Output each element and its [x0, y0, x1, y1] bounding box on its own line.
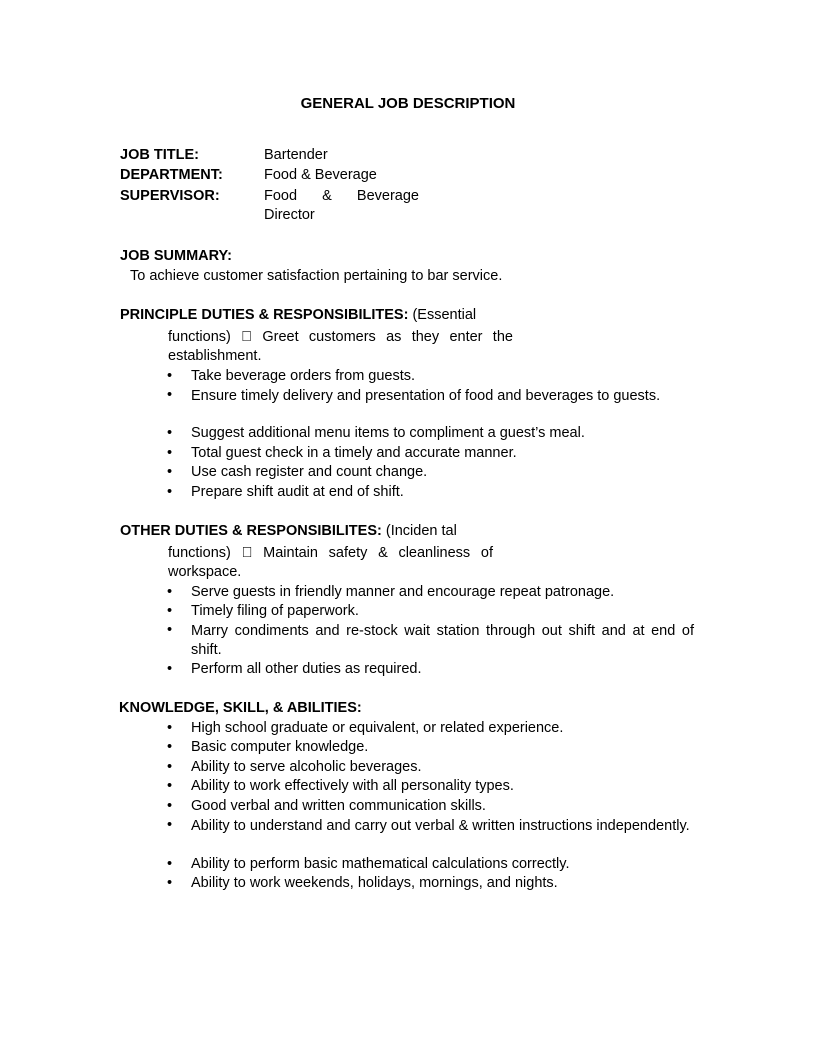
bullet-icon: •	[167, 720, 173, 736]
department-label: DEPARTMENT:	[120, 167, 223, 183]
bullet-icon: •	[167, 368, 173, 384]
ksa-heading: KNOWLEDGE, SKILL, & ABILITIES:	[119, 700, 362, 716]
principle-duties-intro-line3: establishment.	[168, 348, 262, 364]
intro-word: the	[492, 329, 513, 345]
intro-word: cleanliness	[396, 545, 469, 561]
page-title: GENERAL JOB DESCRIPTION	[300, 95, 516, 112]
bullet-icon: •	[167, 661, 173, 677]
supervisor-label: SUPERVISOR:	[120, 188, 220, 204]
bullet-icon: •	[167, 759, 173, 775]
bullet-icon: •	[167, 798, 173, 814]
intro-word: as	[381, 329, 397, 345]
intro-word: Maintain	[255, 545, 311, 561]
bullet-icon: •	[167, 484, 173, 500]
job-summary-heading: JOB SUMMARY:	[120, 248, 232, 264]
bullet-icon: •	[167, 584, 173, 600]
bullet-icon: •	[167, 778, 173, 794]
intro-word: &	[374, 545, 385, 561]
supervisor-word: Food	[264, 188, 298, 204]
other-duties-title: OTHER DUTIES & RESPONSIBILITES:	[120, 523, 382, 539]
bullet-icon: •	[167, 603, 173, 619]
intro-word: enter	[447, 329, 481, 345]
other-duties-intro-line3: workspace.	[168, 564, 242, 580]
other-duties-heading	[120, 523, 457, 539]
bullet-icon: •	[167, 739, 173, 755]
intro-word: of	[480, 545, 493, 561]
bullet-icon: •	[167, 622, 173, 638]
bullet-icon: •	[167, 464, 173, 480]
intro-word: functions)	[168, 545, 231, 561]
square-bullet-icon	[241, 329, 252, 345]
job-title-value: Bartender	[264, 147, 328, 163]
bullet-icon: •	[167, 425, 173, 441]
bullet-icon: •	[167, 856, 173, 872]
job-title-label: JOB TITLE:	[120, 147, 199, 163]
department-value: Food & Beverage	[264, 167, 377, 183]
intro-word: functions)	[168, 329, 231, 345]
principle-duties-heading	[120, 307, 476, 323]
intro-word: they	[408, 329, 436, 345]
bullet-icon: •	[167, 445, 173, 461]
supervisor-word: &	[322, 188, 332, 204]
intro-word: safety	[323, 545, 362, 561]
job-summary-text: To achieve customer satisfaction pertaining to bar service.	[130, 268, 503, 284]
intro-word: customers	[302, 329, 370, 345]
intro-word: Greet	[254, 329, 291, 345]
bullet-icon: •	[167, 817, 173, 833]
bullet-icon: •	[167, 387, 173, 403]
bullet-icon: •	[167, 875, 173, 891]
supervisor-value-line2: Director	[264, 207, 315, 223]
other-duties-suffix: (Inciden tal	[385, 523, 457, 539]
supervisor-word: Beverage	[356, 188, 419, 204]
other-duties-intro	[168, 545, 493, 561]
principle-duties-title: PRINCIPLE DUTIES & RESPONSIBILITES:	[120, 307, 409, 323]
square-bullet-icon	[242, 545, 253, 561]
supervisor-value	[264, 188, 419, 204]
principle-duties-intro	[168, 329, 513, 345]
principle-duties-suffix: (Essential	[412, 307, 477, 323]
